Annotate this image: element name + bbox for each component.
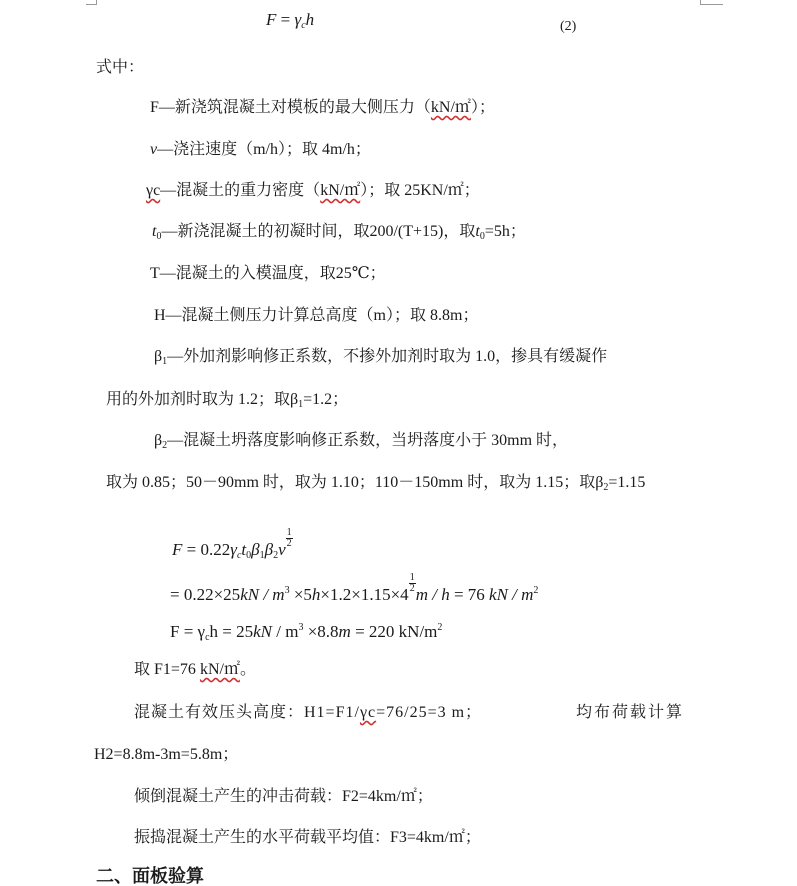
crop-mark-top-right	[700, 0, 723, 5]
section-heading: 二、面板验算	[96, 866, 204, 886]
def-T: T—混凝土的入模温度，取25℃；	[150, 265, 386, 282]
uniform-load-label: 均布荷载计算	[576, 704, 685, 721]
h2-line: H2=8.8m-3m=5.8m；	[94, 746, 239, 763]
f2-line: 倾倒混凝土产生的冲击荷载：F2=4km/㎡；	[134, 788, 433, 805]
def-beta1: $\beta_1—$外加剂影响修正系数，不掺外加剂时取为 1.0，掺具有缓凝作	[154, 348, 608, 367]
equation-2: $F = \gamma_ch$	[266, 10, 315, 31]
where-label: 式中：	[96, 59, 145, 76]
equation-number: (2)	[560, 19, 577, 34]
take-f1: 取 F1=76 kN/㎡。	[134, 661, 256, 678]
calc-line-1: $F = 0.22\gamma_ct_0\beta_1\beta_2v$ $\frac{1}{2}$	[172, 527, 292, 561]
def-H: H—混凝土侧压力计算总高度（m）；取 8.8m；	[154, 307, 479, 324]
effective-head-height: 混凝土有效压头高度：H1=F1/γc=76/25=3 m；	[134, 704, 483, 721]
def-beta2-cont: 取为 0.85；50－90mm 时，取为 1.10；110－150mm 时，取为 1.15；取$\beta_2=1.15$	[106, 474, 646, 493]
def-beta1-cont: 用的外加剂时取为 1.2；取$\beta_1=1.2$；	[106, 391, 349, 410]
calc-line-2: = $0.22\times 25kN / m^3 \times 5h\times 1.2\times 1.15\times 4$ $\frac{1}{2}$ m / h = 76 kN / $m^2$	[170, 572, 539, 604]
calc-line-3: $F = \gamma_ch = 25kN / m^3 \times 8.8m = 220$ $kN/m^2$	[170, 622, 443, 643]
def-beta2: $\beta_2—$混凝土坍落度影响修正系数，当坍落度小于 30mm 时，	[154, 432, 569, 451]
def-v: v—浇注速度（m/h）；取 4m/h；	[150, 141, 371, 158]
f3-line: 振捣混凝土产生的水平荷载平均值：F3=4km/㎡；	[134, 829, 481, 846]
crop-mark-top-left	[86, 0, 97, 5]
def-gamma-c: γc—混凝土的重力密度（kN/㎡）；取 25KN/㎡；	[146, 182, 480, 199]
def-F: F—新浇筑混凝土对模板的最大侧压力（kN/㎡）；	[150, 99, 495, 116]
def-t0: $t_0—$新浇混凝土的初凝时间，取200/(T+15)，取$t_0=5h$；	[152, 223, 526, 242]
